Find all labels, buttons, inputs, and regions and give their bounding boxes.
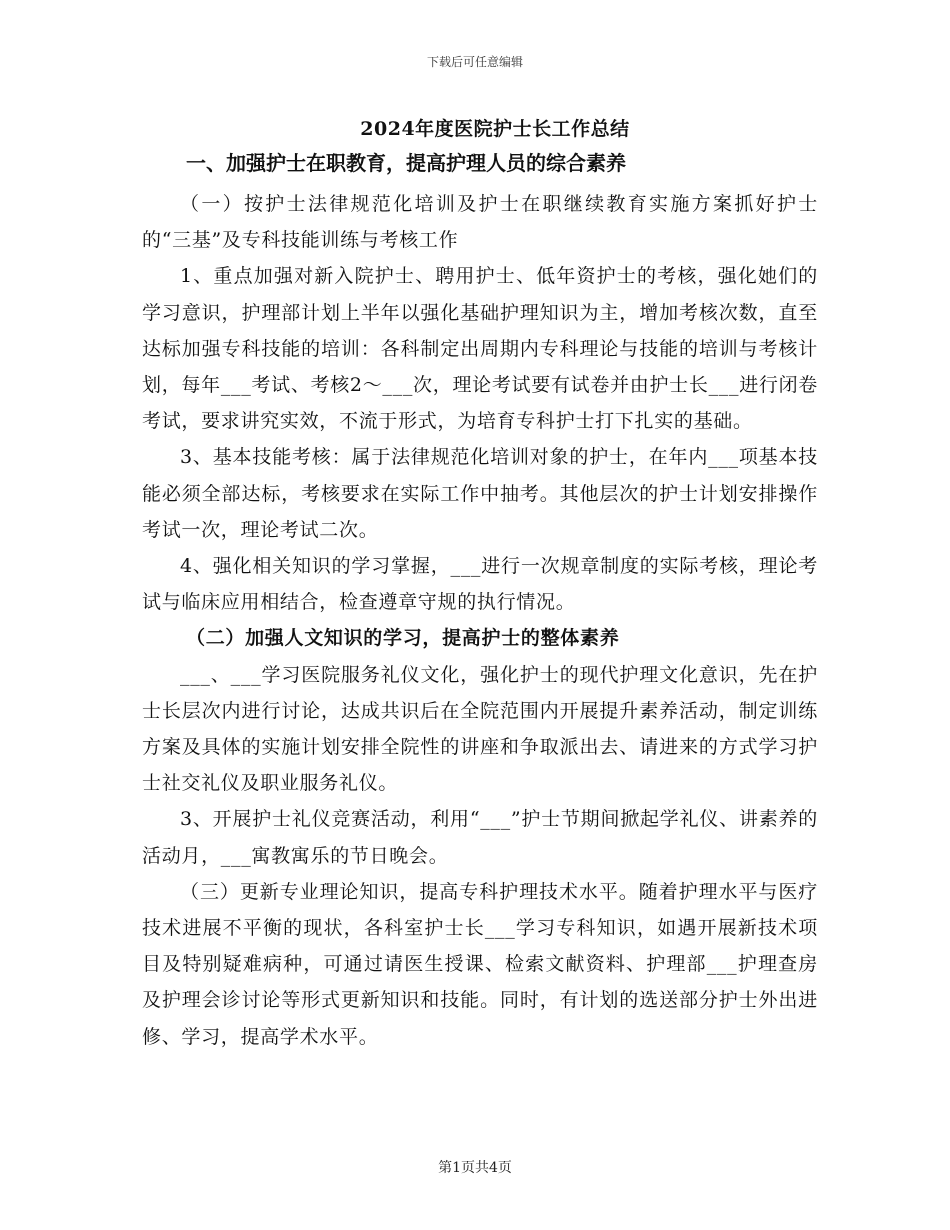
page-footer: 第1页共4页 [438,1160,512,1176]
header-note: 下载后可任意编辑 [426,55,523,69]
paragraph: （三）更新专业理论知识，提高专科护理技术水平。随着护理水平与医疗技术进展不平衡的现状，各科室护士长___学习专科知识，如遇开展新技术项目及特别疑难病种，可通过请医生授课、检索文献资料、护理部___护理查房及护理会诊讨论等形式更新知识和技能。同时，有计划的选送部分护士外出进修、学习，提高学术水平。 [142,880,818,1048]
document-title: 2024年度医院护士长工作总结 [360,118,630,140]
paragraph: 1、重点加强对新入院护士、聘用护士、低年资护士的考核，强化她们的学习意识，护理部计划上半年以强化基础护理知识为主，增加考核次数，直至达标加强专科技能的培训：各科制定出周期内专科理论与技能的培训与考核计划，每年___考试、考核2～___次，理论考试要有试卷并由护士长___进行闭卷考试，要求讲究实效，不流于形式，为培育专科护士打下扎实的基础。 [142,265,818,433]
document-body [142,186,818,1055]
sub-heading: （二）加强人文知识的学习，提高护士的整体素养 [186,627,620,650]
paragraph: 3、基本技能考核：属于法律规范化培训对象的护士，在年内___项基本技能必须全部达标，考核要求在实际工作中抽考。其他层次的护士计划安排操作考试一次，理论考试二次。 [142,446,818,541]
paragraph: 3、开展护士礼仪竞赛活动，利用“___”护士节期间掀起学礼仪、讲素养的活动月，___寓教寓乐的节日晚会。 [142,808,818,867]
paragraph: （一）按护士法律规范化培训及护士在职继续教育实施方案抓好护士的“三基”及专科技能训练与考核工作 [142,193,818,252]
section-heading: 一、加强护士在职教育，提高护理人员的综合素养 [186,151,626,175]
paragraph: 4、强化相关知识的学习掌握，___进行一次规章制度的实际考核，理论考试与临床应用相结合，检查遵章守规的执行情况。 [142,555,818,614]
paragraph: ___、___学习医院服务礼仪文化，强化护士的现代护理文化意识，先在护士长层次内进行讨论，达成共识后在全院范围内开展提升素养活动，制定训练方案及具体的实施计划安排全院性的讲座和争取派出去、请进来的方式学习护士社交礼仪及职业服务礼仪。 [142,663,818,795]
